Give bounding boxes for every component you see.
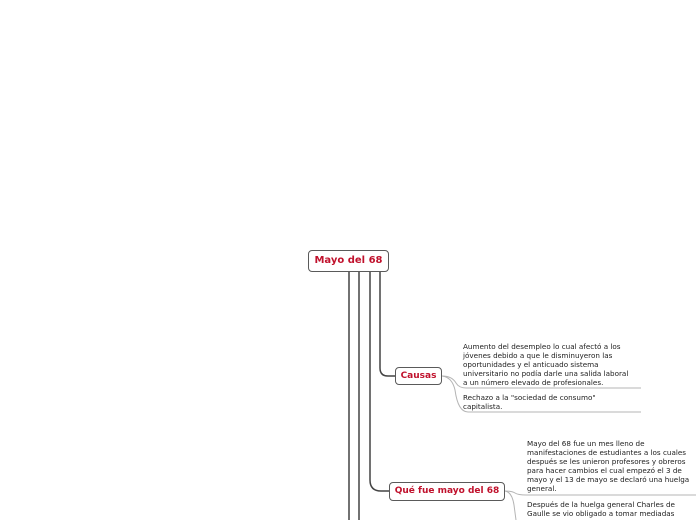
note-que-fue-2: Después de la huelga general Charles de Gaulle se vio obligado a tomar mediadas [527,500,675,518]
subbranch-line [505,491,516,520]
root-topic[interactable]: Mayo del 68 [308,250,389,272]
topic-causas[interactable]: Causas [395,367,442,385]
note-que-fue-1: Mayo del 68 fue un mes lleno de manifestaciones de estudiantes a los cuales después se les unieron profesores y obreros para hacer cambios el cual empezó el 3 de mayo y el 13 de mayo se declaró una huelga general. [527,439,690,493]
branch-line [380,272,395,376]
note-causas-1: Aumento del desempleo lo cual afectó a los jóvenes debido a que le disminuyeron las oportunidades y el anticuado sistema universitario no podía darle una salida laboral a un número elevado de profesionales. [463,342,629,387]
topic-que-fue-mayo[interactable]: Qué fue mayo del 68 [389,482,505,501]
note-causas-2: Rechazo a la "sociedad de consumo" capitalista. [463,393,596,411]
